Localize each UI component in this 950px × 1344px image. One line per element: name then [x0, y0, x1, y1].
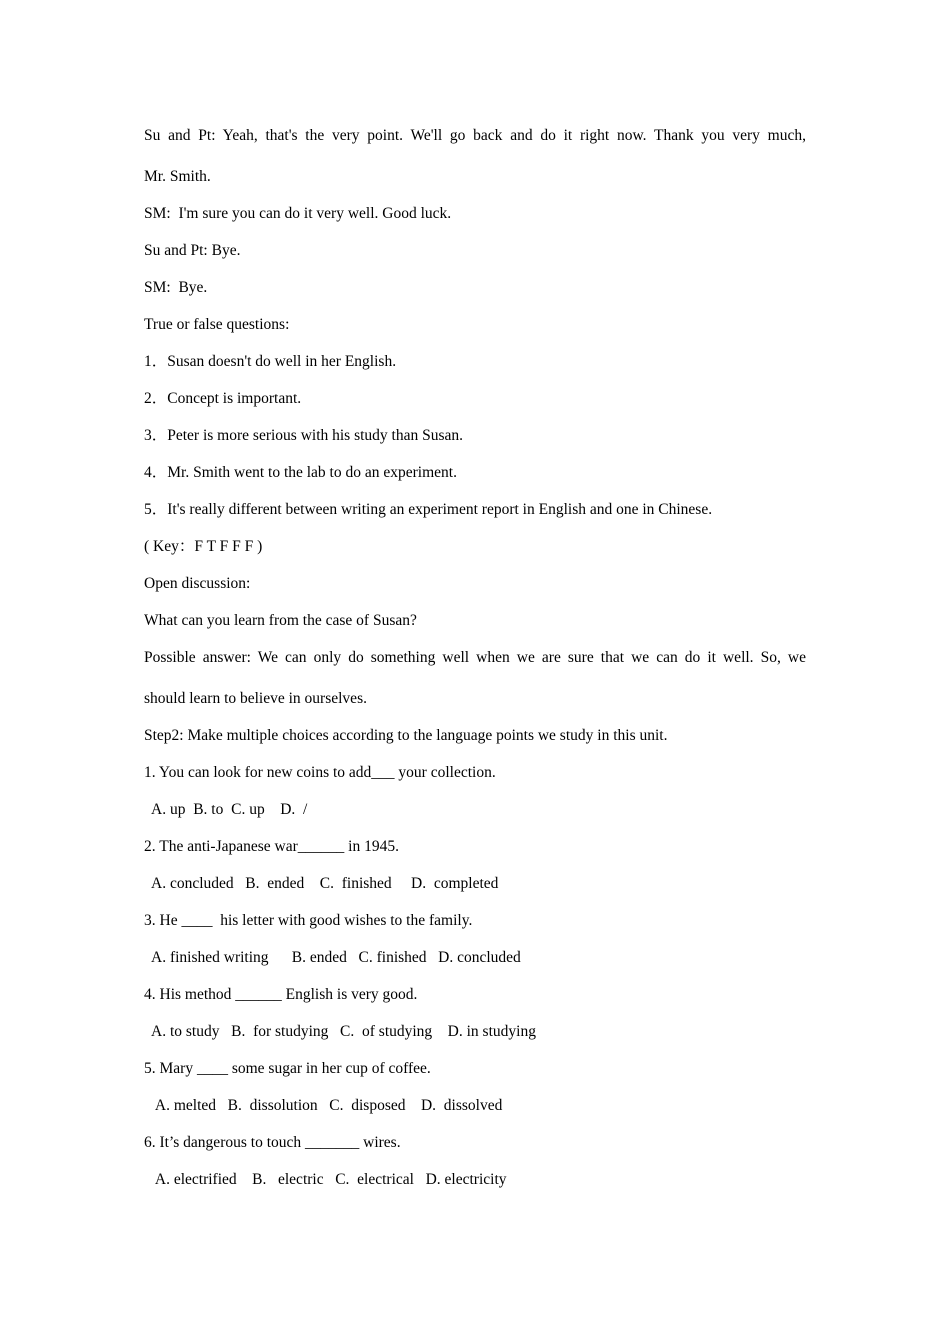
- discussion-heading: Open discussion:: [144, 575, 251, 592]
- mc-options-2: A. concluded B. ended C. finished D. completed: [148, 875, 499, 892]
- discussion-answer-line-2: should learn to believe in ourselves.: [144, 690, 367, 707]
- mc-options-6: A. electrified B. electric C. electrical D. electricity: [148, 1171, 507, 1188]
- mc-options-4: A. to study B. for studying C. of studying D. in studying: [148, 1023, 536, 1040]
- mc-question-4: 4. His method ______ English is very good.: [144, 986, 418, 1003]
- discussion-answer-line-1: Possible answer: We can only do something well when we are sure that we can do it well. So, we: [144, 649, 806, 666]
- true-false-item-1: 1．Susan doesn't do well in her English.: [144, 353, 397, 370]
- true-false-key: ( Key：F T F F F ): [144, 538, 263, 555]
- dialogue-line-sm-bye: SM: Bye.: [144, 279, 208, 296]
- true-false-item-2: 2．Concept is important.: [144, 390, 302, 407]
- true-false-item-3: 3．Peter is more serious with his study than Susan.: [144, 427, 464, 444]
- mc-question-5: 5. Mary ____ some sugar in her cup of coffee.: [144, 1060, 431, 1077]
- mc-options-5: A. melted B. dissolution C. disposed D. dissolved: [148, 1097, 503, 1114]
- mc-question-6: 6. It’s dangerous to touch _______ wires.: [144, 1134, 401, 1151]
- dialogue-line-su-pt-thanks: Su and Pt: Yeah, that's the very point. We'll go back and do it right now. Thank you very much,: [144, 127, 806, 144]
- mc-options-3: A. finished writing B. ended C. finished D. concluded: [148, 949, 521, 966]
- true-false-item-5: 5．It's really different between writing an experiment report in English and one in Chinese.: [144, 501, 713, 518]
- step2-heading: Step2: Make multiple choices according to the language points we study in this unit.: [144, 727, 668, 744]
- mc-question-1: 1. You can look for new coins to add___ your collection.: [144, 764, 496, 781]
- document-body: [144, 123, 806, 1204]
- discussion-question: What can you learn from the case of Susan?: [144, 612, 417, 629]
- mc-question-2: 2. The anti-Japanese war______ in 1945.: [144, 838, 399, 855]
- mc-options-1: A. up B. to C. up D. /: [148, 801, 308, 818]
- mc-question-3: 3. He ____ his letter with good wishes to the family.: [144, 912, 473, 929]
- dialogue-line-su-pt-bye: Su and Pt: Bye.: [144, 242, 241, 259]
- dialogue-line-sm-good-luck: SM: I'm sure you can do it very well. Good luck.: [144, 205, 452, 222]
- dialogue-line-su-pt-thanks-cont: Mr. Smith.: [144, 168, 211, 185]
- true-false-item-4: 4．Mr. Smith went to the lab to do an experiment.: [144, 464, 457, 481]
- true-false-heading: True or false questions:: [144, 316, 290, 333]
